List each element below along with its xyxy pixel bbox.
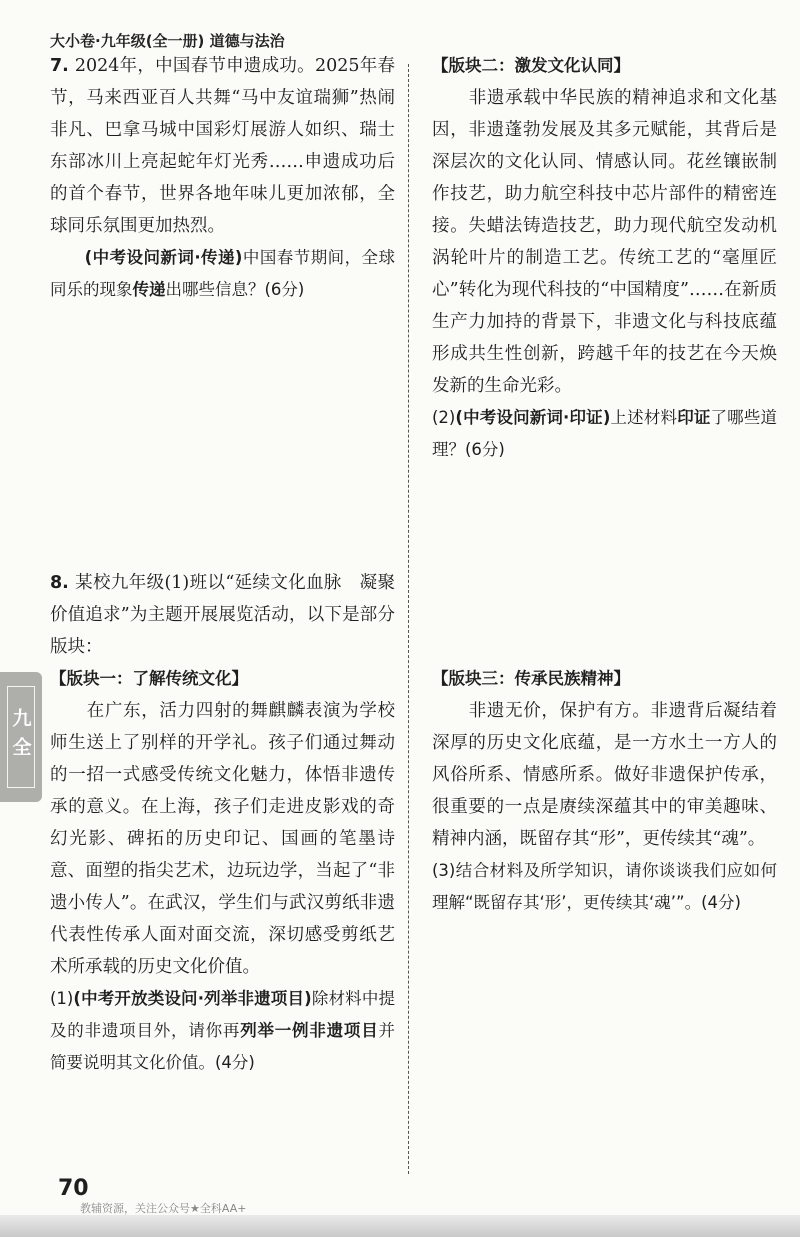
section-1-title: 【版块一：了解传统文化】 [50,669,248,688]
sub-question-1-tag: (中考开放类设问·列举非遗项目) [73,989,312,1008]
question-7-prompt: (中考设问新词·传递)中国春节期间，全球同乐的现象传递出哪些信息？(6分) [50,248,395,299]
question-7-number: 7. [50,56,69,76]
section-3 [432,663,777,919]
chapter-side-tab [0,672,42,802]
sub-question-3: (3)结合材料及所学知识，请你谈谈我们应如何理解“既留存其‘形’，更传续其‘魂’”。(4分) [432,861,777,912]
page-bottom-edge [0,1215,800,1237]
section-3-material: 非遗无价，保护有方。非遗背后凝结着深厚的历史文化底蕴，是一方水土一方人的风俗所系、情感所系。做好非遗保护传承，很重要的一点是赓续深蕴其中的审美趣味、精神内涵，既留存其“形”，更传续其“魂”。 [432,701,777,849]
question-7-text [50,50,395,242]
question-7-keyword: 传递 [132,280,166,299]
section-3-title: 【版块三：传承民族精神】 [432,669,630,688]
side-tab-label: 九全 [9,708,32,766]
question-8-intro: 8. 某校九年级(1)班以“延续文化血脉 凝聚价值追求”为主题开展展览活动，以下是部分版块： [50,573,395,657]
question-7-material: 2024年，中国春节申遗成功。2025年春节，马来西亚百人共舞“马中友谊瑞狮”热闹非凡、巴拿马城中国彩灯展游人如织、瑞士东部冰川上亮起蛇年灯光秀……申遗成功后的首个春节，世界各地年味儿更加浓郁，全球同乐氛围更加热烈。 [50,56,395,236]
question-7-tag: (中考设问新词·传递) [84,248,243,267]
footer-note: 教辅资源，关注公众号★全科AA+ [80,1202,247,1215]
sub-question-1: (1)(中考开放类设问·列举非遗项目)除材料中提及的非遗项目外，请你再列举一例非遗项目并简要说明其文化价值。(4分) [50,989,396,1072]
question-8 [50,567,395,1079]
sub-question-2-tag: (中考设问新词·印证) [455,408,611,427]
sub-question-1-keyword: 列举一例非遗项目 [240,1021,379,1040]
section-2-title: 【版块二：激发文化认同】 [432,56,630,75]
page-header: 大小卷·九年级(全一册) 道德与法治 [50,32,285,50]
sub-question-2: (2)(中考设问新词·印证)上述材料印证了哪些道理？(6分) [432,408,778,459]
section-2 [432,50,777,466]
question-7 [50,50,395,306]
section-1-material: 在广东，活力四射的舞麒麟表演为学校师生送上了别样的开学礼。孩子们通过舞动的一招一式感受传统文化魅力，体悟非遗传承的意义。在上海，孩子们走进皮影戏的奇幻光影、碑拓的历史印记、国画的笔墨诗意、面塑的指尖艺术，边玩边学，当起了“非遗小传人”。在武汉，学生们与武汉剪纸非遗代表性传承人面对面交流，深切感受剪纸艺术所承载的历史文化价值。 [50,701,395,977]
question-8-number: 8. [50,573,69,593]
column-divider [408,64,409,1174]
section-2-material: 非遗承载中华民族的精神追求和文化基因，非遗蓬勃发展及其多元赋能，其背后是深层次的文化认同、情感认同。花丝镶嵌制作技艺，助力航空科技中芯片部件的精密连接。失蜡法铸造技艺，助力现代航空发动机涡轮叶片的制造工艺。传统工艺的“毫厘匠心”转化为现代科技的“中国精度”……在新质生产力加持的背景下，非遗文化与科技底蕴形成共生性创新，跨越千年的技艺在今天焕发新的生命光彩。 [432,88,777,396]
side-tab-frame [7,686,35,788]
page-number: 70 [58,1176,89,1201]
sub-question-2-keyword: 印证 [677,408,711,427]
